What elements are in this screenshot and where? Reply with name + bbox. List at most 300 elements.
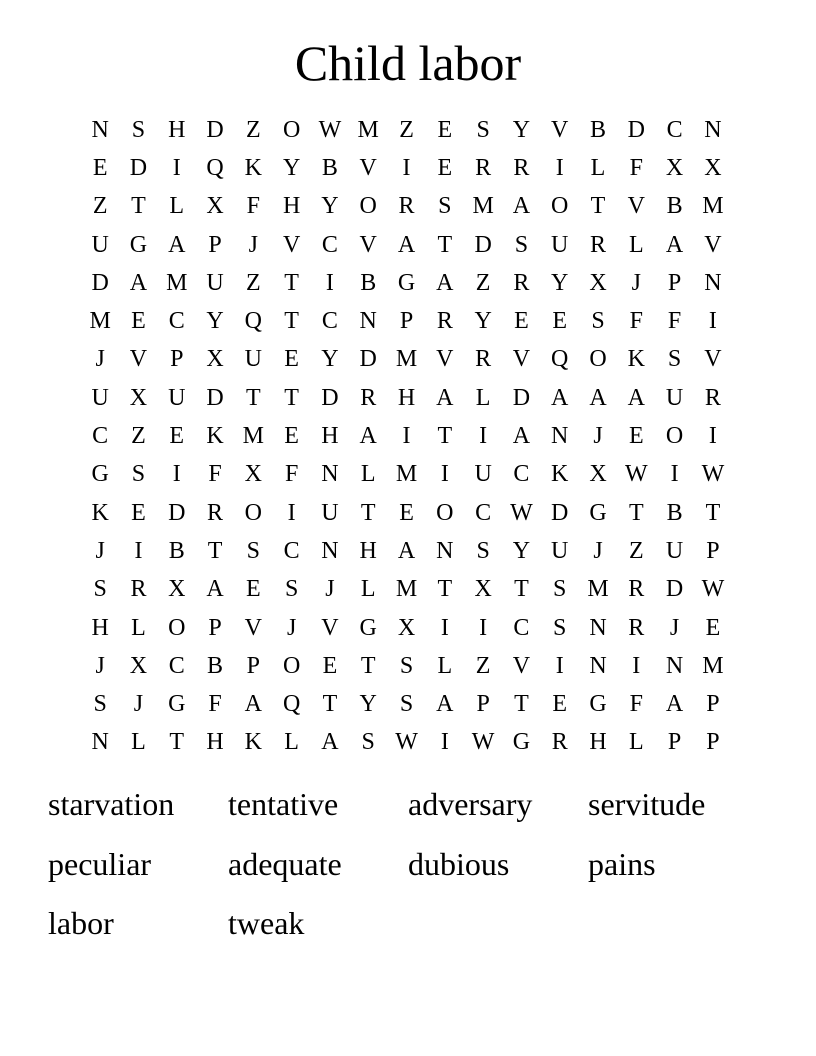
grid-letter: R [704, 384, 721, 411]
grid-letter: J [248, 231, 258, 258]
grid-letter: A [589, 384, 607, 411]
grid-letter: M [702, 652, 724, 679]
grid-letter: S [438, 193, 452, 220]
grid-letter: V [436, 346, 454, 373]
grid-letter: L [437, 652, 453, 679]
grid-letter: M [702, 193, 724, 220]
grid-letter: B [168, 537, 185, 564]
grid-letter: X [665, 154, 684, 181]
grid-letter: H [206, 729, 224, 756]
grid-letter: L [628, 231, 644, 258]
grid-letter: A [665, 691, 684, 718]
grid-letter: Y [206, 308, 224, 335]
grid-letter: E [552, 308, 568, 335]
grid-letter: L [360, 461, 376, 488]
grid-letter: N [704, 116, 722, 143]
grid-letter: J [133, 691, 144, 718]
grid-letter: I [440, 614, 449, 641]
grid-letter: O [359, 193, 377, 220]
grid-letter: M [587, 576, 609, 603]
grid-letter: R [628, 614, 645, 641]
grid-letter: S [284, 576, 299, 603]
grid-letter: P [706, 537, 720, 564]
grid-letter: B [360, 269, 377, 296]
grid-letter: S [361, 729, 375, 756]
grid-letter: E [246, 576, 261, 603]
grid-letter: G [129, 231, 148, 258]
grid-letter: A [436, 691, 454, 718]
grid-letter: F [208, 691, 222, 718]
grid-letter: Y [512, 537, 531, 564]
word-list-item: adequate [228, 845, 342, 882]
grid-letter: P [246, 652, 261, 679]
grid-letter: T [360, 652, 376, 679]
grid-letter: N [704, 269, 722, 296]
grid-letter: M [242, 423, 264, 450]
grid-letter: D [168, 499, 186, 526]
grid-letter: W [471, 729, 495, 756]
grid-letter: U [244, 346, 262, 373]
grid-letter: R [513, 154, 530, 181]
grid-letter: S [246, 537, 261, 564]
grid-letter: B [590, 116, 607, 143]
grid-letter: C [283, 537, 300, 564]
grid-letter: J [95, 652, 105, 679]
grid-letter: E [437, 154, 453, 181]
grid-letter: L [131, 614, 146, 641]
grid-letter: A [129, 269, 148, 296]
grid-letter: D [512, 384, 531, 411]
grid-letter: I [479, 614, 488, 641]
grid-letter: A [551, 384, 569, 411]
grid-letter: R [398, 193, 415, 220]
grid-letter: M [89, 308, 111, 335]
grid-letter: Y [474, 308, 492, 335]
grid-letter: Y [282, 154, 301, 181]
grid-letter: T [207, 537, 223, 564]
grid-letter: E [284, 346, 299, 373]
grid-letter: C [666, 116, 683, 143]
grid-letter: G [397, 269, 416, 296]
grid-letter: P [399, 308, 414, 335]
grid-letter: A [512, 193, 531, 220]
grid-letter: Z [246, 269, 261, 296]
grid-letter: F [629, 691, 643, 718]
grid-letter: N [665, 652, 684, 679]
grid-letter: C [168, 652, 185, 679]
grid-letter: V [244, 614, 262, 641]
grid-letter: V [129, 346, 148, 373]
grid-letter: A [627, 384, 645, 411]
grid-letter: X [206, 346, 224, 373]
grid-letter: A [206, 576, 224, 603]
grid-letter: F [667, 308, 682, 335]
grid-letter: J [286, 614, 297, 641]
grid-letter: Z [475, 652, 491, 679]
grid-letter: V [321, 614, 339, 641]
grid-letter: I [402, 423, 411, 450]
grid-letter: R [475, 154, 492, 181]
grid-letter: T [169, 729, 185, 756]
word-list-item: labor [48, 905, 114, 941]
grid-letter: O [168, 614, 186, 641]
grid-letter: J [325, 576, 335, 603]
grid-letter: K [244, 154, 262, 181]
grid-letter: D [206, 384, 224, 411]
grid-letter: I [440, 729, 449, 756]
grid-letter: X [474, 576, 492, 603]
grid-letter: Y [359, 691, 377, 718]
grid-letter: Z [628, 537, 644, 564]
grid-letter: G [91, 461, 109, 488]
grid-letter: P [170, 346, 184, 373]
grid-letter: V [512, 346, 531, 373]
grid-letter: Y [321, 193, 339, 220]
grid-letter: N [321, 537, 339, 564]
grid-letter: U [91, 384, 109, 411]
grid-letter: C [513, 614, 530, 641]
grid-letter: K [551, 461, 569, 488]
grid-letter: H [359, 537, 377, 564]
grid-letter: I [670, 461, 679, 488]
grid-letter: X [129, 384, 148, 411]
word-list-item: adversary [408, 786, 533, 822]
word-list-item: tentative [228, 786, 339, 822]
grid-letter: G [589, 499, 607, 526]
grid-letter: A [397, 231, 416, 258]
grid-letter: E [322, 652, 338, 679]
grid-letter: D [206, 116, 224, 143]
grid-letter: S [514, 231, 529, 258]
grid-letter: A [321, 729, 339, 756]
grid-letter: H [589, 729, 607, 756]
grid-letter: X [168, 576, 186, 603]
grid-letter: R [513, 269, 530, 296]
grid-letter: I [555, 652, 564, 679]
grid-letter: D [627, 116, 645, 143]
grid-letter: F [629, 154, 643, 181]
grid-letter: E [552, 691, 568, 718]
grid-letter: E [131, 499, 146, 526]
grid-letter: Y [512, 116, 531, 143]
grid-letter: R [551, 729, 568, 756]
grid-letter: J [669, 614, 680, 641]
grid-letter: G [512, 729, 531, 756]
grid-letter: N [359, 308, 377, 335]
grid-letter: T [322, 691, 338, 718]
grid-letter: F [208, 461, 222, 488]
grid-letter: W [624, 461, 648, 488]
grid-letter: Q [206, 154, 224, 181]
grid-letter: P [667, 269, 682, 296]
grid-letter: C [92, 423, 109, 450]
grid-letter: B [666, 193, 683, 220]
grid-letter: T [590, 193, 606, 220]
grid-letter: I [287, 499, 296, 526]
grid-letter: U [665, 384, 684, 411]
word-list [48, 775, 768, 954]
grid-letter: S [591, 308, 605, 335]
grid-letter: T [705, 499, 721, 526]
grid-letter: Q [551, 346, 569, 373]
word-list-item: pains [588, 845, 656, 882]
grid-letter: L [475, 384, 491, 411]
grid-letter: R [590, 231, 607, 258]
grid-letter: H [91, 614, 109, 641]
grid-letter: O [665, 423, 684, 450]
grid-letter: O [589, 346, 607, 373]
grid-letter: U [551, 231, 569, 258]
grid-letter: X [129, 652, 148, 679]
grid-letter: E [437, 116, 453, 143]
grid-letter: C [475, 499, 492, 526]
grid-letter: Z [246, 116, 261, 143]
grid-letter: I [134, 537, 143, 564]
grid-letter: M [395, 461, 418, 488]
grid-letter: B [207, 652, 224, 679]
grid-letter: R [130, 576, 147, 603]
grid-letter: O [436, 499, 454, 526]
grid-letter: A [436, 269, 454, 296]
grid-letter: Z [131, 423, 146, 450]
grid-letter: G [168, 691, 186, 718]
grid-letter: W [510, 499, 533, 526]
grid-letter: P [706, 729, 720, 756]
grid-letter: Y [321, 346, 339, 373]
grid-letter: J [593, 537, 603, 564]
grid-letter: V [704, 346, 722, 373]
grid-letter: H [168, 116, 186, 143]
grid-letter: H [282, 193, 301, 220]
grid-letter: N [436, 537, 454, 564]
grid-letter: X [589, 461, 607, 488]
grid-letter: Z [475, 269, 491, 296]
grid-letter: S [476, 537, 490, 564]
grid-letter: B [666, 499, 683, 526]
grid-letter: U [206, 269, 224, 296]
grid-letter: S [399, 691, 414, 718]
grid-letter: L [131, 729, 146, 756]
grid-letter: R [475, 346, 492, 373]
grid-letter: J [631, 269, 641, 296]
grid-letter: E [399, 499, 414, 526]
grid-letter: I [479, 423, 488, 450]
grid-letter: Y [551, 269, 569, 296]
grid-letter: E [628, 423, 644, 450]
grid-letter: I [708, 423, 717, 450]
grid-letter: V [627, 193, 645, 220]
grid-letter: U [551, 537, 569, 564]
grid-letter: K [91, 499, 109, 526]
grid-letter: I [555, 154, 564, 181]
grid-letter: T [628, 499, 644, 526]
grid-letter: F [246, 193, 261, 220]
grid-letter: V [282, 231, 301, 258]
grid-letter: R [436, 308, 453, 335]
grid-letter: S [553, 576, 567, 603]
grid-letter: N [91, 116, 109, 143]
grid-letter: I [440, 461, 449, 488]
grid-letter: I [172, 154, 181, 181]
grid-letter: I [172, 461, 181, 488]
grid-letter: U [321, 499, 339, 526]
grid-letter: Q [282, 691, 301, 718]
grid-letter: W [395, 729, 418, 756]
grid-letter: K [206, 423, 224, 450]
grid-letter: R [207, 499, 224, 526]
grid-letter: M [395, 576, 418, 603]
grid-letter: U [168, 384, 186, 411]
grid-letter: O [282, 116, 301, 143]
grid-letter: S [399, 652, 414, 679]
grid-letter: T [514, 576, 529, 603]
grid-letter: P [208, 614, 222, 641]
grid-letter: I [325, 269, 334, 296]
word-list-item: peculiar [48, 845, 152, 882]
grid-letter: A [168, 231, 186, 258]
grid-letter: S [131, 461, 146, 488]
grid-letter: C [513, 461, 530, 488]
grid-letter: U [665, 537, 684, 564]
grid-letter: P [706, 691, 720, 718]
grid-letter: S [553, 614, 567, 641]
grid-letter: N [589, 614, 607, 641]
grid-letter: S [131, 116, 146, 143]
grid-letter: P [476, 691, 490, 718]
grid-letter: L [360, 576, 376, 603]
grid-letter: T [131, 193, 146, 220]
grid-letter: X [397, 614, 416, 641]
grid-letter: Z [399, 116, 414, 143]
grid-letter: X [589, 269, 607, 296]
grid-letter: V [551, 116, 569, 143]
grid-letter: E [514, 308, 529, 335]
grid-letter: T [284, 384, 299, 411]
grid-letter: E [284, 423, 299, 450]
grid-letter: T [437, 576, 453, 603]
grid-letter: A [512, 423, 531, 450]
grid-letter: J [95, 537, 105, 564]
grid-letter: A [665, 231, 684, 258]
grid-letter: A [359, 423, 377, 450]
grid-letter: K [627, 346, 645, 373]
grid-letter: R [628, 576, 645, 603]
grid-letter: V [704, 231, 722, 258]
grid-letter: S [476, 116, 490, 143]
grid-letter: E [131, 308, 146, 335]
grid-letter: A [397, 537, 416, 564]
grid-letter: F [284, 461, 299, 488]
grid-letter: W [701, 461, 725, 488]
grid-letter: W [318, 116, 342, 143]
letter-grid [81, 111, 733, 762]
grid-letter: H [321, 423, 339, 450]
grid-letter: V [359, 231, 377, 258]
grid-letter: A [244, 691, 262, 718]
grid-letter: B [321, 154, 338, 181]
grid-letter: D [321, 384, 339, 411]
grid-letter: D [359, 346, 377, 373]
grid-letter: N [321, 461, 339, 488]
grid-letter: M [395, 346, 418, 373]
grid-letter: T [437, 231, 453, 258]
word-list-item: dubious [408, 845, 510, 882]
grid-letter: U [91, 231, 109, 258]
grid-letter: Z [92, 193, 108, 220]
grid-letter: L [628, 729, 644, 756]
grid-letter: T [437, 423, 453, 450]
grid-letter: X [704, 154, 722, 181]
grid-letter: A [436, 384, 454, 411]
grid-letter: H [397, 384, 416, 411]
grid-letter: E [92, 154, 108, 181]
grid-letter: J [593, 423, 603, 450]
grid-letter: N [91, 729, 109, 756]
grid-letter: W [701, 576, 725, 603]
grid-letter: S [667, 346, 682, 373]
grid-letter: L [169, 193, 185, 220]
grid-letter: F [629, 308, 643, 335]
grid-letter: G [359, 614, 377, 641]
grid-letter: R [360, 384, 377, 411]
grid-letter: O [244, 499, 262, 526]
grid-letter: C [168, 308, 185, 335]
grid-letter: D [474, 231, 492, 258]
grid-letter: I [402, 154, 411, 181]
grid-letter: M [357, 116, 379, 143]
grid-letter: S [93, 576, 107, 603]
grid-letter: C [321, 308, 338, 335]
grid-letter: L [590, 154, 606, 181]
grid-letter: P [208, 231, 222, 258]
grid-letter: E [705, 614, 721, 641]
grid-letter: X [206, 193, 224, 220]
page-title: Child labor [294, 35, 522, 91]
grid-letter: M [166, 269, 188, 296]
word-list-item: tweak [228, 905, 305, 941]
grid-letter: S [93, 691, 107, 718]
grid-letter: N [589, 652, 607, 679]
grid-letter: T [246, 384, 261, 411]
grid-letter: L [284, 729, 299, 756]
grid-letter: O [282, 652, 301, 679]
grid-letter: D [551, 499, 569, 526]
grid-letter: D [91, 269, 109, 296]
grid-letter: X [244, 461, 262, 488]
grid-letter: V [359, 154, 377, 181]
grid-letter: I [632, 652, 641, 679]
grid-letter: O [551, 193, 569, 220]
grid-letter: E [169, 423, 185, 450]
grid-letter: T [514, 691, 529, 718]
grid-letter: K [244, 729, 262, 756]
grid-letter: T [284, 269, 299, 296]
grid-letter: D [665, 576, 684, 603]
grid-letter: J [95, 346, 105, 373]
grid-letter: Q [244, 308, 262, 335]
grid-letter: M [472, 193, 494, 220]
grid-letter: T [284, 308, 299, 335]
grid-letter: V [512, 652, 531, 679]
grid-letter: U [474, 461, 492, 488]
grid-letter: I [708, 308, 717, 335]
grid-letter: G [589, 691, 607, 718]
grid-letter: C [321, 231, 338, 258]
grid-letter: D [129, 154, 148, 181]
word-list-item: starvation [48, 786, 175, 822]
grid-letter: T [360, 499, 376, 526]
word-list-item: servitude [588, 786, 706, 822]
